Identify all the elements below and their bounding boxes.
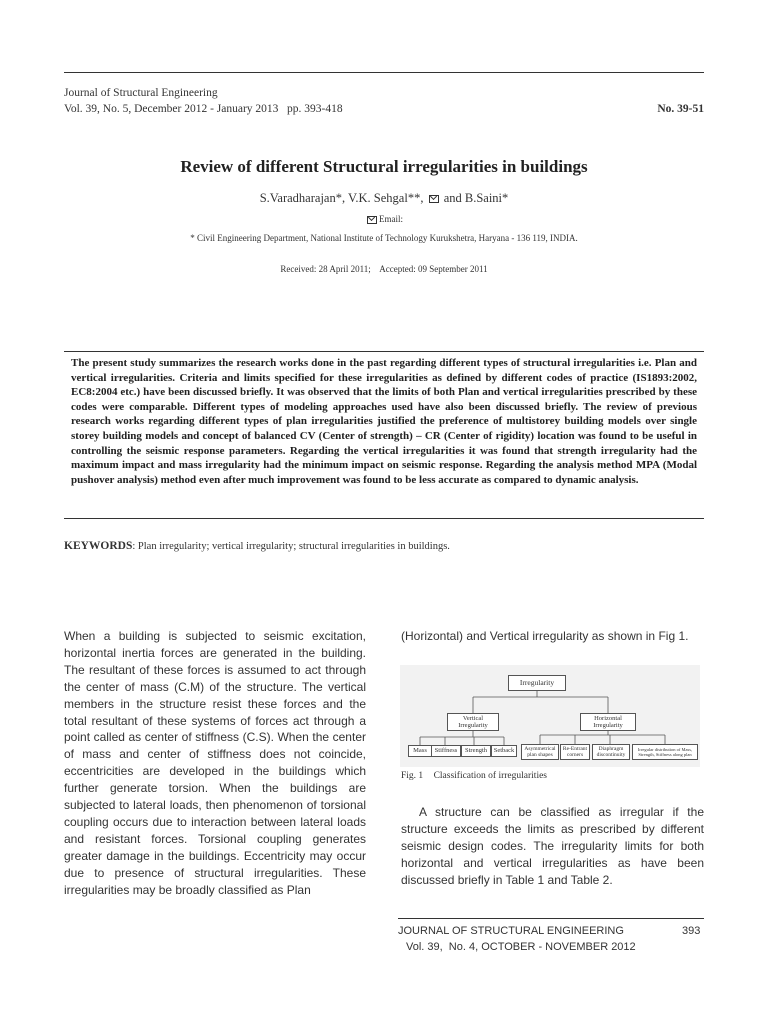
abstract: The present study summarizes the research works done in the past regarding different types of structural irregularities i.e. Plan and vertical irregularities. Criteria and limits specified for these irregularities as defined by different codes of practice (IS1893:2002, EC8:2004 etc.) have been discussed briefly. It was observed that the limits of both Plan and vertical irregularities prescribed by these codes were comparable. Different types of modeling approaches used have also been discussed briefly. The review of previous research works regarding different types of plan irregularities justified the preference of multistorey building models over single storey building models and concept of balanced CV (Center of strength) – CR (Center of rigidity) location was found to be useful in controlling the seismic response parameters. Regarding the vertical irregularities it was found that strength irregularity had the maximum impact and mass irregularity had the minimum impact on seismic response. Regarding the analysis method MPA (Modal pushover analysis) method even after much improvement was found to be less accurate as compared to dynamic analysis.	[71, 357, 697, 486]
fig-horizontal-label: Horizontal Irregularity	[593, 714, 623, 729]
fig-h-item	[521, 744, 559, 760]
abstract-bottom-rule	[64, 518, 704, 519]
fig-h-item	[592, 744, 630, 760]
affiliation: * Civil Engineering Department, National Institute of Technology Kurukshetra, Haryana - 136 119, INDIA.	[190, 233, 578, 243]
fig-v-item	[461, 745, 491, 757]
intro-paragraph-right-1: (Horizontal) and Vertical irregularity as shown in Fig 1.	[401, 629, 689, 643]
intro-paragraph-right-2: A structure can be classified as irregular if the structure exceeds the limits as prescribed by different seismic design codes. The irregularity limits for both horizontal and vertical irregularities as have been discussed briefly in Table 1 and Table 2.	[401, 805, 704, 887]
fig-horizontal-box	[580, 713, 636, 731]
volume-info: Vol. 39, No. 5, December 2012 - January 2013 pp. 393-418	[64, 103, 343, 115]
fig-v-item-label: Setback	[493, 747, 515, 755]
figure-caption-text: Classification of irregularities	[433, 771, 548, 781]
authors-tail: and B.Saini*	[443, 191, 509, 205]
journal-name: Journal of Structural Engineering	[64, 87, 218, 99]
authors-main: S.Varadharajan*, V.K. Sehgal**,	[259, 191, 424, 205]
top-rule	[64, 72, 704, 73]
fig-vertical-label: Vertical Irregularity	[458, 714, 488, 729]
fig-root-label: Irregularity	[519, 678, 555, 688]
figure-caption	[401, 771, 547, 781]
fig-vertical-box	[447, 713, 499, 731]
paper-number: No. 39-51	[657, 103, 704, 115]
received-dates: Received: 28 April 2011; Accepted: 09 September 2011	[280, 264, 488, 274]
paper-title: Review of different Structural irregularities in buildings	[180, 157, 588, 176]
email-label: Email:	[379, 214, 403, 224]
email-line	[64, 214, 704, 224]
keywords	[64, 540, 704, 552]
fig-h-item	[560, 744, 590, 760]
envelope-icon	[367, 216, 377, 224]
fig-v-item	[408, 745, 432, 757]
page-number: 393	[682, 925, 701, 937]
abstract-top-rule	[64, 351, 704, 352]
figure-caption-label: Fig. 1	[401, 771, 424, 781]
fig-root-box	[508, 675, 566, 691]
footer-rule	[398, 918, 704, 919]
intro-paragraph-left: When a building is subjected to seismic excitation, horizontal inertia forces are generated in the building. The resultant of these forces is assumed to act through the center of mass (C.M) of the structure. The vertical members in the structure resist these forces and the total resultant of these systems of forces act through a point called as center of stiffness (C.S). When the center of mass and center of stiffness does not coincide, eccentricities are developed in the buildings which further generate torsion. When the buildings are subjected to lateral loads, then phenomenon of torsional coupling occurs due to interaction between lateral loads and resistant forces. Torsional coupling generates greater damage in the buildings. Eccentricity may occur due to presence of structural irregularities. These irregularities may be broadly classified as Plan	[64, 629, 366, 897]
footer-journal: JOURNAL OF STRUCTURAL ENGINEERING	[398, 925, 624, 937]
fig-v-item	[491, 745, 517, 757]
fig-h-item-label: Diaphragm discontinuity	[596, 746, 626, 758]
keywords-text: : Plan irregularity; vertical irregularity; structural irregularities in buildings.	[132, 541, 450, 552]
figure-classification	[400, 665, 700, 767]
fig-v-item-label: Mass	[413, 747, 427, 755]
keywords-label: KEYWORDS	[64, 540, 133, 552]
fig-v-item-label: Stiffness	[434, 747, 458, 755]
fig-v-item-label: Strength	[464, 747, 488, 755]
fig-h-item-label: Asymmetrical plan shapes	[524, 746, 556, 758]
fig-h-item-label: Re-Entrant corners	[562, 746, 588, 758]
authors-line	[64, 191, 704, 206]
fig-h-item-label: Irregular distribution of Mass, Strength, Stiffness along plan	[637, 747, 693, 757]
footer-volume: Vol. 39, No. 4, OCTOBER - NOVEMBER 2012	[406, 941, 636, 953]
fig-v-item	[431, 745, 461, 757]
envelope-icon	[429, 195, 439, 203]
fig-h-item	[632, 744, 698, 760]
